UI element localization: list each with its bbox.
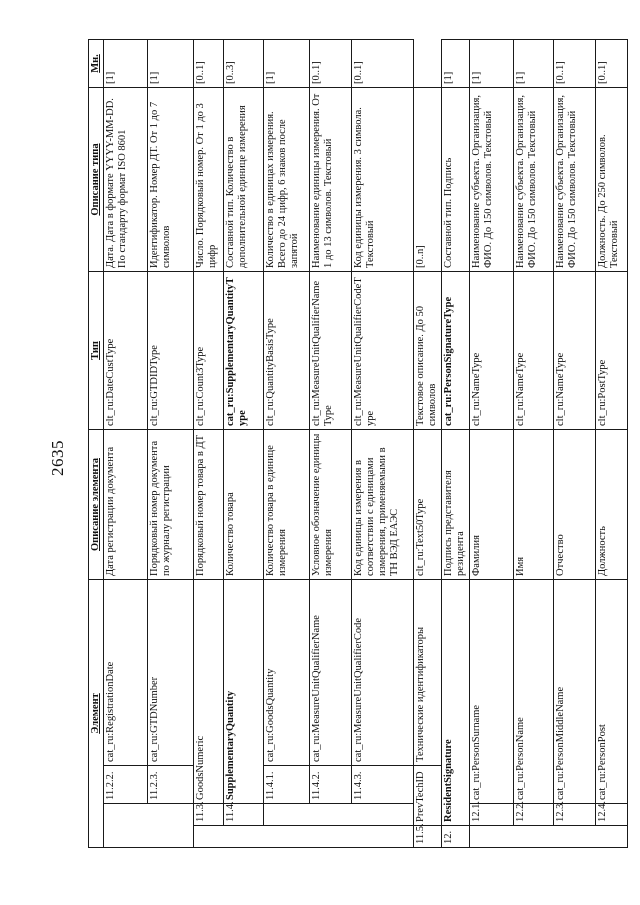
type-description: Текстовое описание. До 50 символов <box>413 272 441 430</box>
element-type: clt_ru:MeasureUnitQualifierCodeType <box>351 272 413 430</box>
element-name: cat_ru:RegistrationDate <box>103 580 147 766</box>
element-type: clt_ru:DateCustType <box>103 272 147 430</box>
element-description: Отчество <box>553 430 595 580</box>
element-description: Дата регистрации документа <box>103 430 147 580</box>
indent-cell <box>193 826 413 848</box>
type-description: Идентификатор. Номер ДТ. От 1 до 7 символов <box>147 88 193 272</box>
multiplicity: [0..1] <box>193 40 223 88</box>
row-number: 11.3. <box>193 804 223 826</box>
element-type: clt_ru:NameType <box>553 272 595 430</box>
element-description: Условное обозначение единицы измерения <box>309 430 351 580</box>
element-name: cat_ru:MeasureUnitQualifierName <box>309 580 351 766</box>
header-type: Тип <box>89 272 104 430</box>
element-specification-table <box>88 39 628 848</box>
element-description: Технические идентификаторы <box>413 580 441 766</box>
multiplicity: [1] <box>263 40 309 88</box>
type-description: Наименование субъекта. Организация, ФИО. До 150 символов. Текстовый <box>469 88 513 272</box>
element-name: cat_ru:MeasureUnitQualifierCode <box>351 580 413 766</box>
element-description: Подпись представителя резидента <box>441 430 469 580</box>
element-type: clt_ru:NameType <box>513 272 553 430</box>
row-number: 12. <box>441 826 469 848</box>
multiplicity: [1] <box>513 40 553 88</box>
table-row <box>595 40 627 848</box>
table-row <box>103 40 147 848</box>
element-name: cat_ru:GTDNumber <box>147 580 193 766</box>
type-description: Количество в единицах измерения. Всего до 24 цифр, 6 знаков после запятой <box>263 88 309 272</box>
row-number: 12.2. <box>513 804 553 826</box>
multiplicity: [0..n] <box>413 88 441 272</box>
multiplicity: [0..1] <box>351 40 413 88</box>
element-type: cat_ru:SupplementaryQuantityType <box>223 272 263 430</box>
element-description: Имя <box>513 430 553 580</box>
element-name: cat_ru:PersonPost <box>595 580 627 804</box>
type-description: Наименование субъекта. Организация, ФИО. До 150 символов. Текстовый <box>513 88 553 272</box>
element-name: cat_ru:PersonMiddleName <box>553 580 595 804</box>
table-row <box>441 40 469 848</box>
table-row <box>351 40 413 848</box>
header-description: Описание элемента <box>89 430 104 580</box>
header-type-description: Описание типа <box>89 88 104 272</box>
row-number: 11.4.1. <box>263 766 309 804</box>
element-description: Порядковый номер товара в ДТ <box>193 430 223 580</box>
type-description: Должность. До 250 символов. Текстовый <box>595 88 627 272</box>
row-number: 11.4. <box>223 804 263 826</box>
element-type: clt_ru:QuantityBasisType <box>263 272 309 430</box>
element-type: clt_ru:Text50Type <box>413 430 441 580</box>
type-description: Наименование субъекта. Организация, ФИО. До 150 символов. Текстовый <box>553 88 595 272</box>
row-number: 11.4.2. <box>309 766 351 804</box>
type-description: Наименование единицы измерения. От 1 до 13 символов. Текстовый <box>309 88 351 272</box>
element-description: Код единицы измерения в соответствии с единицами измерения, применяемыми в ТН ВЭД ЕАЭС <box>351 430 413 580</box>
type-description: Составной тип. Количество в дополнительной единице измерения <box>223 88 263 272</box>
multiplicity: [1] <box>469 40 513 88</box>
row-number: 12.1. <box>469 804 513 826</box>
multiplicity: [0..3] <box>223 40 263 88</box>
element-description: Количество товара в единице измерения <box>263 430 309 580</box>
multiplicity: [0..1] <box>553 40 595 88</box>
indent-cell <box>469 826 627 848</box>
element-description: Порядковый номер документа по журналу регистрации <box>147 430 193 580</box>
row-number: 12.3. <box>553 804 595 826</box>
row-number: 11.4.3. <box>351 766 413 804</box>
row-number: 12.4. <box>595 804 627 826</box>
multiplicity: [1] <box>147 40 193 88</box>
multiplicity: [1] <box>103 40 147 88</box>
row-number: 11.5. <box>413 826 441 848</box>
table-row <box>263 40 309 848</box>
table-row <box>223 40 263 848</box>
element-name: GoodsNumeric <box>193 580 223 804</box>
table-header-row <box>89 40 104 848</box>
type-description: Код единицы измерения. 3 символа. Текстовый <box>351 88 413 272</box>
indent-cell <box>263 804 413 826</box>
element-name: cat_ru:GoodsQuantity <box>263 580 309 766</box>
row-number: 11.2.3. <box>147 766 193 804</box>
header-element: Элемент <box>89 580 104 848</box>
element-type: clt_ru:NameType <box>469 272 513 430</box>
table-row <box>413 40 441 848</box>
element-name: cat_ru:PersonName <box>513 580 553 804</box>
element-name: cat_ru:PersonSurname <box>469 580 513 804</box>
header-multiplicity: Мн. <box>89 40 104 88</box>
table-row <box>553 40 595 848</box>
type-description: Составной тип. Подпись <box>441 88 469 272</box>
page-number: 2635 <box>48 440 67 476</box>
indent-cell <box>103 804 193 848</box>
multiplicity: [1] <box>441 40 469 88</box>
row-number: 11.2.2. <box>103 766 147 804</box>
element-type: clt_ru:PostType <box>595 272 627 430</box>
element-description: Фамилия <box>469 430 513 580</box>
multiplicity: [0..1] <box>595 40 627 88</box>
type-description: Дата. Дата в формате YYYY-MM-DD. По стандарту формат ISO 8601 <box>103 88 147 272</box>
type-description: Число. Порядковый номер. От 1 до 3 цифр <box>193 88 223 272</box>
element-type: clt_ru:GTDIDType <box>147 272 193 430</box>
table-row <box>513 40 553 848</box>
element-type: clt_ru:MeasureUnitQualifierNameType <box>309 272 351 430</box>
table-row <box>469 40 513 848</box>
multiplicity: [0..1] <box>309 40 351 88</box>
element-name: SupplementaryQuantity <box>223 580 263 804</box>
element-name: ResidentSignature <box>441 580 469 826</box>
table-row <box>309 40 351 848</box>
element-type: cat_ru:PersonSignatureType <box>441 272 469 430</box>
table-row <box>193 40 223 848</box>
table-row <box>147 40 193 848</box>
rotated-table-container <box>88 40 620 848</box>
element-description: Количество товара <box>223 430 263 580</box>
element-type: clt_ru:Count3Type <box>193 272 223 430</box>
element-description: Должность <box>595 430 627 580</box>
element-name: PrevTechID <box>413 766 441 826</box>
